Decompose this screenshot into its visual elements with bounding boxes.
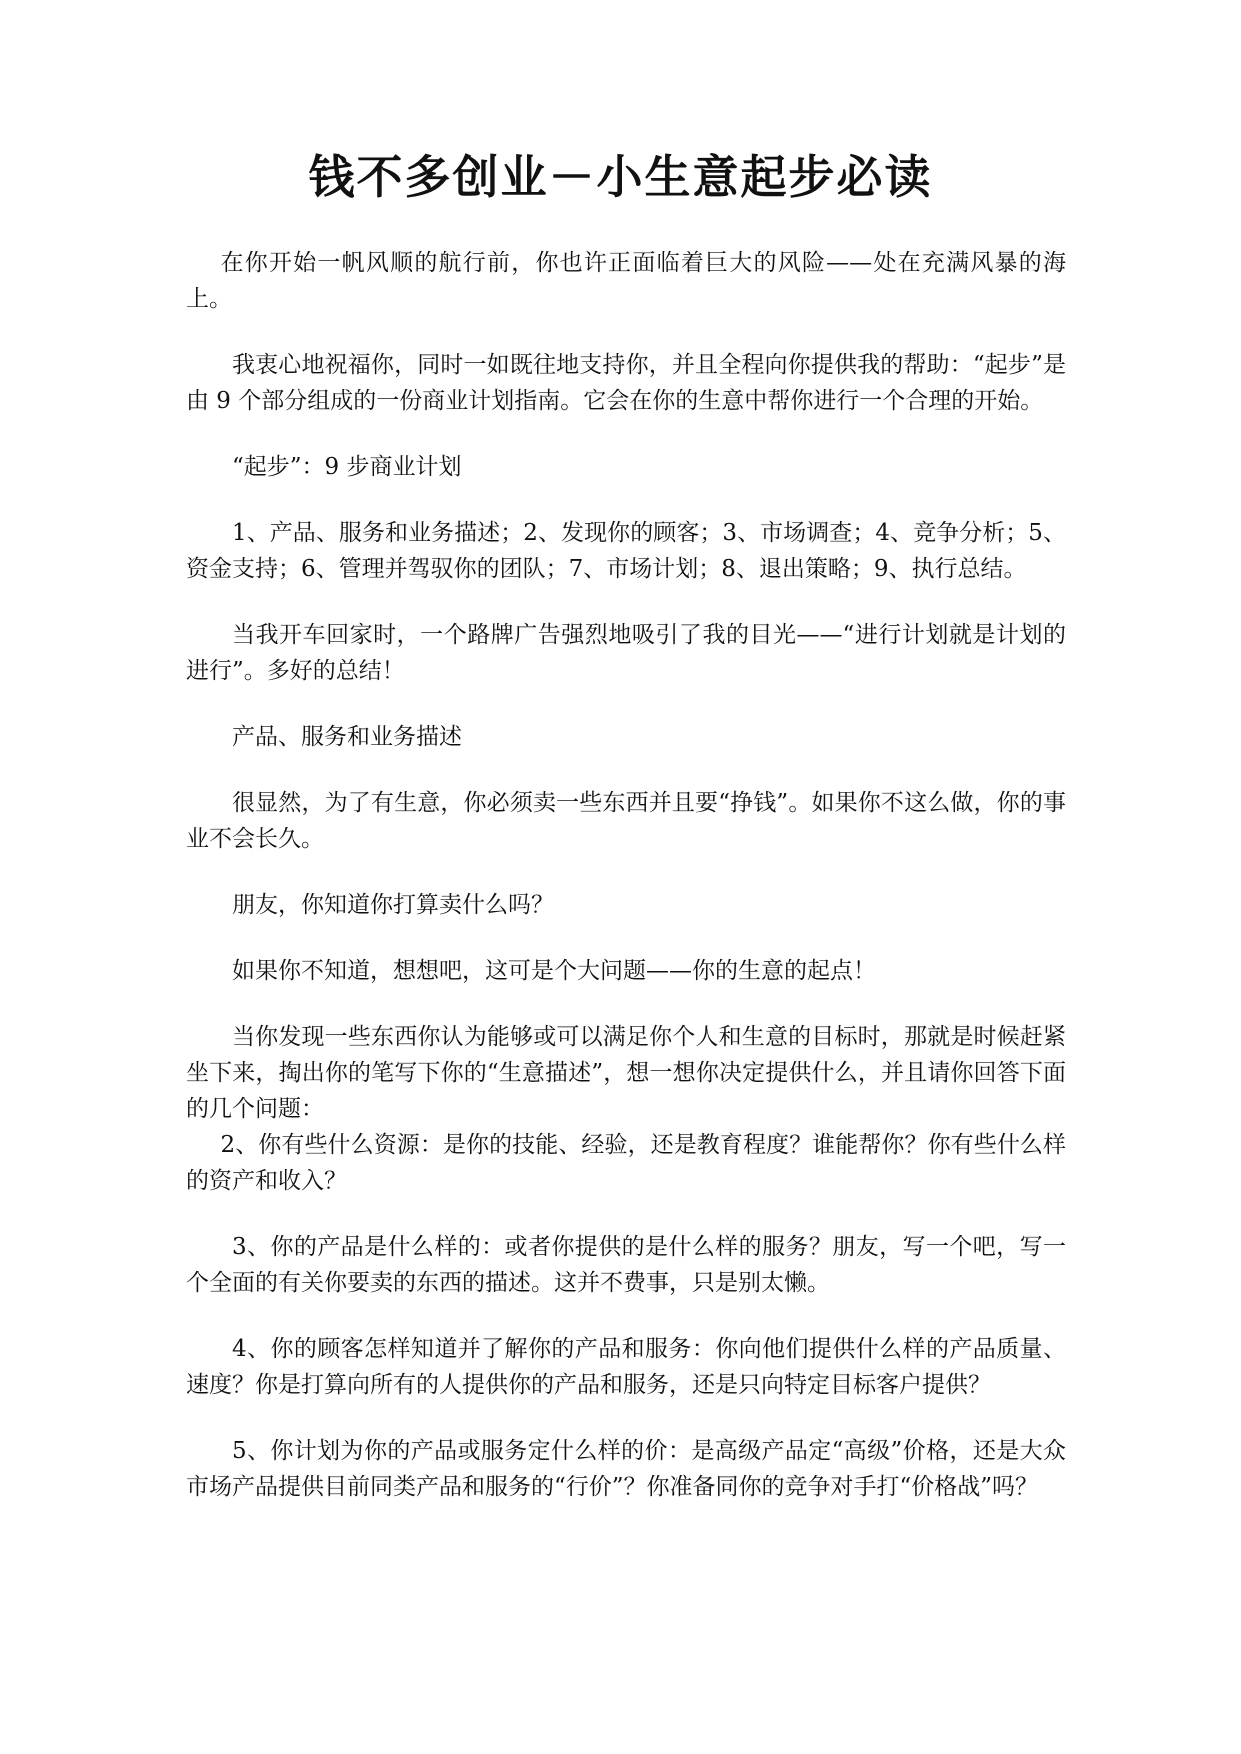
paragraph-question-what-to-sell: 朋友，你知道你打算卖什么吗？ — [232, 892, 554, 918]
paragraph-business-description: 当你发现一些东西你认为能够或可以满足你个人和生意的目标时，那就是时候赶紧坐下来，掏出你的笔写下你的“生意描述”，想一想你决定提供什么，并且请你回答下面的几个问题： — [186, 1024, 1066, 1122]
question-item-2: 2、你有些什么资源：是你的技能、经验，还是教育程度？谁能帮你？你有些什么样的资产和收入？ — [186, 1132, 1066, 1194]
paragraph-heading-nine-steps: “起步”：9 步商业计划 — [232, 454, 462, 480]
paragraph-sell-something: 很显然，为了有生意，你必须卖一些东西并且要“挣钱”。如果你不这么做，你的事业不会长久。 — [186, 790, 1066, 852]
section-heading-product-description: 产品、服务和业务描述 — [232, 724, 462, 750]
paragraph-billboard: 当我开车回家时，一个路牌广告强烈地吸引了我的目光——“进行计划就是计划的进行”。多好的总结！ — [186, 622, 1066, 684]
document-body — [186, 245, 1066, 1535]
paragraph-starting-point: 如果你不知道，想想吧，这可是个大问题——你的生意的起点！ — [232, 958, 876, 984]
document-title: 钱不多创业－小生意起步必读 — [308, 150, 933, 204]
paragraph-blessing: 我衷心地祝福你，同时一如既往地支持你，并且全程向你提供我的帮助：“起步”是由 9 个部分组成的一份商业计划指南。它会在你的生意中帮你进行一个合理的开始。 — [186, 352, 1066, 414]
paragraph-intro: 在你开始一帆风顺的航行前，你也许正面临着巨大的风险——处在充满风暴的海上。 — [186, 250, 1066, 312]
paragraph-step-list: 1、产品、服务和业务描述；2、发现你的顾客；3、市场调查；4、竞争分析；5、资金支持；6、管理并驾驭你的团队；7、市场计划；8、退出策略；9、执行总结。 — [186, 520, 1066, 582]
question-item-4: 4、你的顾客怎样知道并了解你的产品和服务：你向他们提供什么样的产品质量、速度？你是打算向所有的人提供你的产品和服务，还是只向特定目标客户提供？ — [186, 1336, 1066, 1398]
question-item-3: 3、你的产品是什么样的：或者你提供的是什么样的服务？朋友，写一个吧，写一个全面的有关你要卖的东西的描述。这并不费事，只是别太懒。 — [186, 1234, 1066, 1296]
question-item-5: 5、你计划为你的产品或服务定什么样的价：是高级产品定“高级”价格，还是大众市场产品提供目前同类产品和服务的“行价”？你准备同你的竞争对手打“价格战”吗？ — [186, 1438, 1066, 1500]
